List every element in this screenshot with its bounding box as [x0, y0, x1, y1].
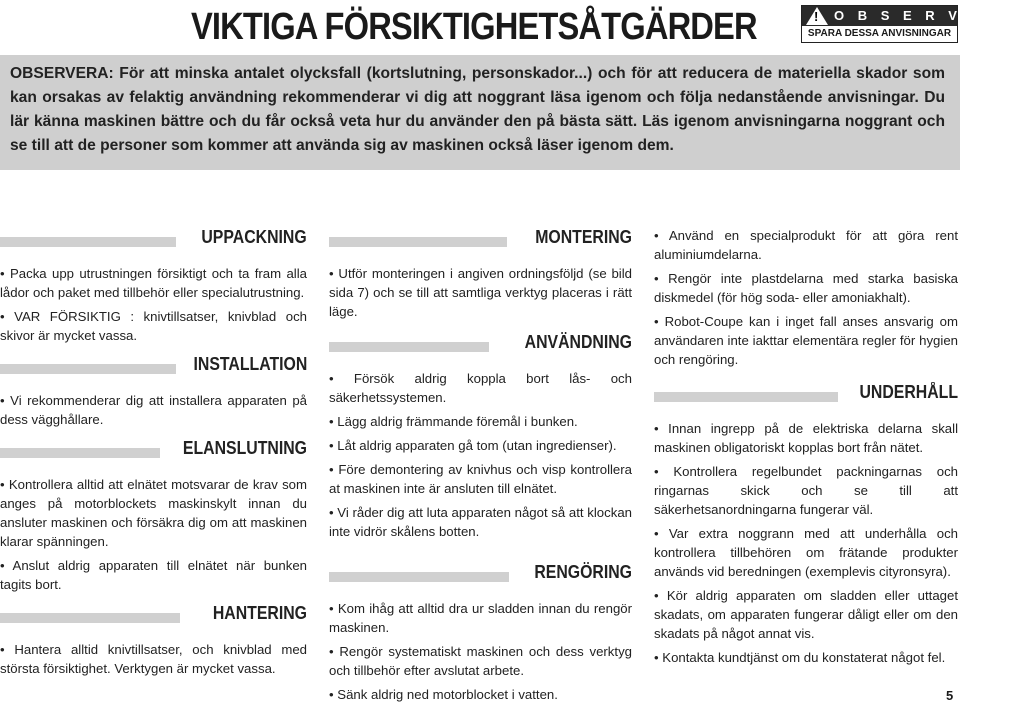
section-heading: MONTERING — [535, 227, 632, 247]
list-item: • Försök aldrig koppla bort lås- och säkerhetssystemen. — [329, 371, 632, 405]
header-bar — [329, 342, 489, 352]
section-heading: UPPACKNING — [201, 227, 307, 247]
header-bar — [654, 392, 838, 402]
list-item: • Kontrollera regelbundet packningarnas och ringarnas skick och se till att säkerhetsanordningarna fungerar väl. — [654, 464, 958, 517]
list-item: • Kontakta kundtjänst om du konstaterat något fel. — [654, 650, 946, 665]
header-bar — [329, 572, 509, 582]
list-item: • Var extra noggrann med att underhålla och kontrollera tillbehören om frätande produkter används vid beredningen (exemplevis cityronsyra). — [654, 526, 958, 579]
section-heading: HANTERING — [212, 603, 307, 623]
header-bar — [0, 237, 176, 247]
list-item: • Låt aldrig apparaten gå tom (utan ingredienser). — [329, 438, 617, 453]
page-number: 5 — [946, 688, 954, 703]
header-bar — [0, 448, 160, 458]
section-header-hantering — [0, 604, 307, 632]
list-item: • Vi råder dig att luta apparaten något så att klockan inte vidrör skålens botten. — [329, 505, 632, 539]
section-heading: INSTALLATION — [193, 354, 307, 374]
section-header-anvandning — [329, 333, 632, 361]
list-item: • VAR FÖRSIKTIG : knivtillsatser, knivblad och skivor är mycket vassa. — [0, 309, 307, 343]
header-bar — [0, 613, 180, 623]
list-item: • Använd en specialprodukt för att göra rent aluminiumdelarna. — [654, 228, 958, 262]
list-item: • Anslut aldrig apparaten till elnätet när bunken tagits bort. — [0, 558, 307, 592]
column-2 — [329, 224, 632, 709]
list-item: • Utför monteringen i angiven ordningsföljd (se bild sida 7) och se till att samtliga verktyg placeras i rätt läge. — [329, 266, 632, 319]
list-item: • Packa upp utrustningen försiktigt och ta fram alla lådor och paket med tillbehör eller specialutrustning. — [0, 266, 307, 300]
list-item: • Robot-Coupe kan i inget fall anses ansvarig om användaren inte iakttar elementära regler för hygien och rengöring. — [654, 314, 958, 367]
badge-word: O B S E R V E R A — [834, 8, 1030, 23]
section-header-montering — [329, 228, 632, 256]
section-header-installation — [0, 355, 307, 383]
intro-text: OBSERVERA: För att minska antalet olycksfall (kortslutning, personskador...) och för att reducera de materiella skador som kan orsakas av felaktig användning rekommenderar vi dig att noggrant läsa igenom och följa nedanstående anvisningar. Du lär känna maskinen bättre och du får också veta hur du använder den på bästa sätt. Läs igenom anvisningarna noggrant och se till att de personer som kommer att använda sig av maskinen också läser igenom dem. — [10, 65, 945, 154]
section-header-uppackning — [0, 228, 307, 256]
header-bar — [0, 364, 176, 374]
section-heading: UNDERHÅLL — [859, 382, 958, 402]
list-item: • Innan ingrepp på de elektriska delarna skall maskinen obligatoriskt kopplas bort från nätet. — [654, 421, 958, 455]
section-header-rengoring — [329, 563, 632, 591]
observera-badge — [801, 5, 1030, 43]
column-1 — [0, 224, 307, 683]
list-item: • Rengör systematiskt maskinen och dess verktyg och tillbehör efter avslutat arbete. — [329, 644, 632, 678]
section-heading: RENGÖRING — [534, 562, 632, 582]
header-bar — [329, 237, 507, 247]
list-item: • Rengör inte plastdelarna med starka basiska diskmedel (för hög soda- eller amoniakhalt). — [654, 271, 958, 305]
list-item: • Vi rekommenderar dig att installera apparaten på dess vägghållare. — [0, 393, 307, 427]
section-header-underhall — [654, 383, 958, 411]
list-item: • Före demontering av knivhus och visp kontrollera at maskinen inte är ansluten till elnätet. — [329, 462, 632, 496]
page-title: VIKTIGA FÖRSIKTIGHETSÅTGÄRDER — [191, 6, 757, 48]
column-3 — [654, 226, 958, 672]
intro-box — [0, 55, 960, 170]
list-item: • Hantera alltid knivtillsatser, och knivblad med största försiktighet. Verktygen är mycket vassa. — [0, 642, 307, 676]
list-item: • Sänk aldrig ned motorblocket i vatten. — [329, 687, 558, 702]
badge-subtitle: SPARA DESSA ANVISNINGAR — [807, 28, 952, 39]
section-header-elanslutning — [0, 439, 307, 467]
list-item: • Kom ihåg att alltid dra ur sladden innan du rengör maskinen. — [329, 601, 632, 635]
exclamation-icon: ! — [814, 9, 819, 24]
section-heading: ANVÄNDNING — [524, 332, 632, 352]
list-item: • Kontrollera alltid att elnätet motsvarar de krav som anges på motorblockets maskinskylt innan du ansluter maskinen och försäkra dig om att maskinen klarar spänningen. — [0, 477, 307, 549]
section-heading: ELANSLUTNING — [182, 438, 307, 458]
list-item: • Lägg aldrig främmande föremål i bunken. — [329, 414, 578, 429]
list-item: • Kör aldrig apparaten om sladden eller uttaget skadats, om apparaten fungerar dåligt eller om den skadats på något annat vis. — [654, 588, 958, 641]
